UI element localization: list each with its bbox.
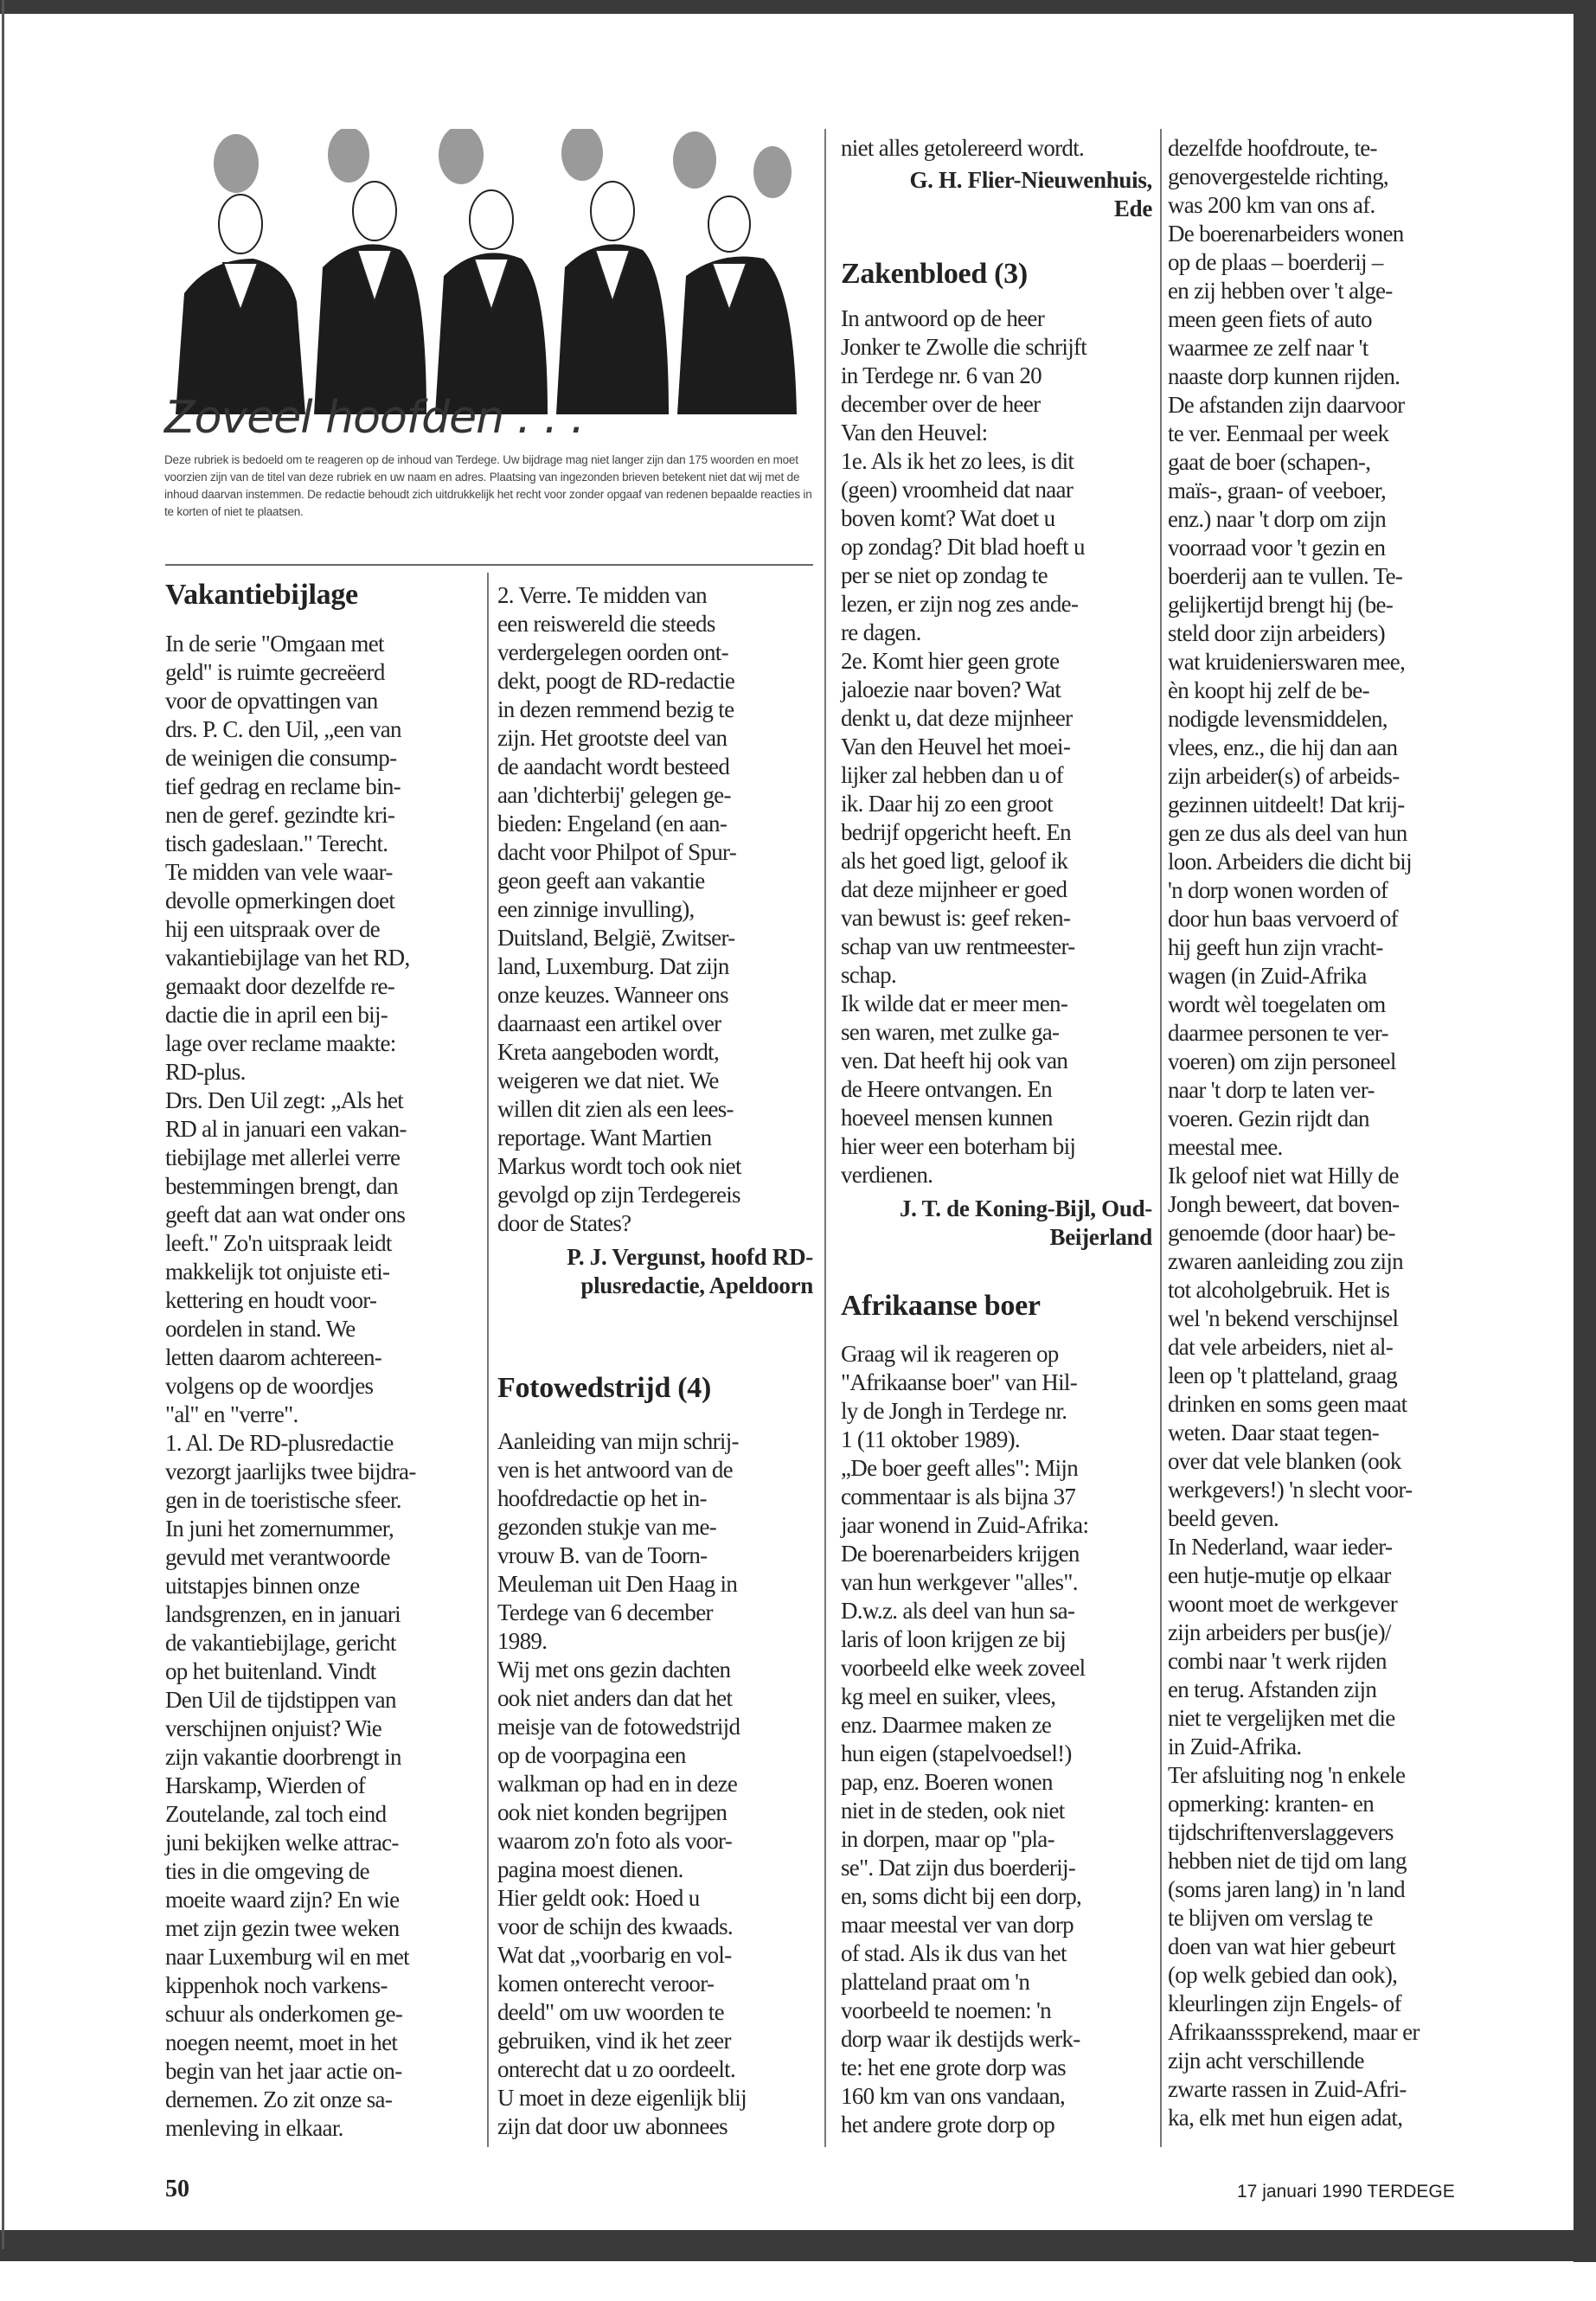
- text-line: wordt wèl toegelaten om: [1168, 991, 1386, 1017]
- text-line: gen in de toeristische sfeer.: [165, 1487, 401, 1513]
- text-line: Jongh beweert, dat boven-: [1168, 1191, 1400, 1217]
- signature-line: P. J. Vergunst, hoofd RD-: [567, 1244, 813, 1270]
- text-line: maïs-, graan- of veeboer,: [1168, 478, 1387, 503]
- text-line: makkelijk tot onjuiste eti-: [165, 1259, 390, 1285]
- text-line: genoemde (door haar) be-: [1168, 1220, 1395, 1246]
- text-line: (op welk gebied dan ook),: [1168, 1962, 1398, 1988]
- text-line: zwarte rassen in Zuid-Afri-: [1168, 2076, 1407, 2102]
- text-line: landsgrenzen, en in januari: [165, 1601, 401, 1627]
- text-line: het andere grote dorp op: [841, 2112, 1055, 2138]
- text-line: Jonker te Zwolle die schrijft: [841, 334, 1087, 360]
- text-line: zijn vakantie doorbrengt in: [165, 1744, 401, 1770]
- text-line: Wat dat „voorbarig en vol-: [497, 1942, 732, 1968]
- text-line: Meuleman uit Den Haag in: [497, 1571, 738, 1597]
- text-line: Afrikaansssprekend, maar er: [1168, 2019, 1420, 2045]
- text-line: bestemmingen brengt, dan: [165, 1173, 398, 1199]
- text-line: geon geeft aan vakantie: [497, 868, 705, 894]
- text-line: land, Luxemburg. Dat zijn: [497, 953, 729, 979]
- text-line: en terug. Afstanden zijn: [1168, 1676, 1377, 1702]
- text-line: "Afrikaanse boer" van Hil-: [841, 1369, 1077, 1395]
- article-heading: [497, 1371, 817, 1406]
- scan-border-right: [1574, 0, 1596, 2262]
- text-line: hoeveel mensen kunnen: [841, 1105, 1053, 1131]
- article-body: [497, 581, 817, 1238]
- text-line: schap van uw rentmeester-: [841, 933, 1075, 959]
- text-line: in dorpen, maar op "pla-: [841, 1826, 1054, 1852]
- text-line: zijn arbeiders per bus(je)/: [1168, 1619, 1391, 1645]
- text-line: Ter afsluiting nog 'n enkele: [1168, 1762, 1406, 1788]
- text-line: verdergelegen oorden ont-: [497, 639, 728, 665]
- heading-text: Vakantiebijlage: [165, 579, 358, 611]
- text-line: beeld geven.: [1168, 1505, 1279, 1531]
- text-line: De boerenarbeiders wonen: [1168, 221, 1404, 247]
- issue-footer: 17 januari 1990 TERDEGE: [1237, 2182, 1455, 2202]
- text-line: èn koopt hij zelf de be-: [1168, 677, 1369, 703]
- text-line: Drs. Den Uil zegt: „Als het: [165, 1087, 404, 1113]
- text-line: in Terdege nr. 6 van 20: [841, 362, 1042, 388]
- text-line: Den Uil de tijdstippen van: [165, 1687, 396, 1713]
- article-body: [841, 134, 1161, 163]
- article-signature: [493, 1243, 813, 1300]
- text-line: wagen (in Zuid-Afrika: [1168, 963, 1367, 989]
- text-line: een hutje-mutje op elkaar: [1168, 1562, 1391, 1588]
- text-line: letten daarom achtereen-: [165, 1344, 382, 1370]
- text-line: voor de opvattingen van: [165, 688, 378, 714]
- text-line: gezinnen uitdeelt! Dat krij-: [1168, 792, 1405, 817]
- page-number: 50: [165, 2176, 189, 2202]
- text-line: naar 't dorp te laten ver-: [1168, 1077, 1375, 1103]
- text-line: 1e. Als ik het zo lees, is dit: [841, 448, 1074, 474]
- text-line: 1. Al. De RD-plusredactie: [165, 1430, 394, 1456]
- text-line: van bewust is: geef reken-: [841, 905, 1071, 931]
- text-line: over dat vele blanken (ook: [1168, 1448, 1401, 1474]
- text-line: op de voorpagina een: [497, 1742, 686, 1768]
- heading-text: Fotowedstrijd (4): [497, 1372, 712, 1404]
- text-line: ook niet anders dan dat het: [497, 1685, 733, 1711]
- text-line: lijker zal hebben dan u of: [841, 762, 1063, 788]
- text-line: commentaar is als bijna 37: [841, 1484, 1076, 1509]
- text-line: met zijn gezin twee weken: [165, 1915, 400, 1941]
- text-line: RD-plus.: [165, 1059, 246, 1085]
- text-line: U moet in deze eigenlijk blij: [497, 2085, 747, 2111]
- text-line: gezonden stukje van me-: [497, 1514, 717, 1540]
- text-line: gen ze dus als deel van hun: [1168, 820, 1407, 846]
- crowd-of-heads-illustration: [176, 129, 798, 414]
- article-body: [165, 630, 485, 2143]
- text-line: Van den Heuvel het moei-: [841, 734, 1071, 760]
- text-line: voorbeeld elke week zoveel: [841, 1655, 1086, 1681]
- text-line: in dezen remmend bezig te: [497, 696, 734, 722]
- text-line: onze keuzes. Wanneer ons: [497, 982, 728, 1008]
- text-line: pagina moest dienen.: [497, 1856, 683, 1882]
- text-line: 1989.: [497, 1628, 548, 1654]
- text-line: lage over reclame maakte:: [165, 1030, 396, 1056]
- section-intro: Deze rubriek is bedoeld om te reageren op de inhoud van Terdege. Uw bijdrage mag niet langer zijn dan 175 woorden en moet voorzien zijn van de titel van deze rubriek en uw naam en adres. Plaatsing van ingezonden brieven betekent niet dat wij met de inhoud daarvan instemmen. De redactie behoudt zich uitdrukkelijk het recht voor zonder opgaaf van redenen bepaalde reacties in te korten of niet te plaatsen.: [164, 453, 812, 518]
- text-line: niet in de steden, ook niet: [841, 1798, 1065, 1823]
- text-line: De afstanden zijn daarvoor: [1168, 392, 1405, 418]
- text-line: Te midden van vele waar-: [165, 859, 393, 885]
- text-line: hun eigen (stapelvoedsel!): [841, 1740, 1072, 1766]
- text-line: devolle opmerkingen doet: [165, 888, 395, 913]
- text-line: nodigde levensmiddelen,: [1168, 706, 1388, 732]
- text-line: december over de heer: [841, 391, 1041, 417]
- article-signature: [832, 1195, 1152, 1252]
- text-line: walkman op had en in deze: [497, 1771, 738, 1797]
- text-line: oordelen in stand. We: [165, 1316, 356, 1342]
- text-line: wat kruidenierswaren mee,: [1168, 649, 1406, 675]
- text-line: RD al in januari een vakan-: [165, 1116, 407, 1142]
- text-line: verschijnen onjuist? Wie: [165, 1715, 382, 1741]
- text-line: werkgevers!) 'n slecht voor-: [1168, 1477, 1413, 1503]
- text-line: laris of loon krijgen ze bij: [841, 1626, 1067, 1652]
- text-line: willen dit zien als een lees-: [497, 1096, 734, 1122]
- text-line: door de States?: [497, 1210, 631, 1236]
- text-line: meestal mee.: [1168, 1134, 1283, 1160]
- article-heading: [841, 257, 1161, 292]
- text-line: Hier geldt ook: Hoed u: [497, 1885, 700, 1911]
- text-line: (geen) vroomheid dat naar: [841, 477, 1074, 503]
- text-line: bedrijf opgericht heeft. En: [841, 819, 1071, 845]
- text-line: leen op 't platteland, graag: [1168, 1362, 1397, 1388]
- text-line: kg meel en suiker, vlees,: [841, 1683, 1056, 1709]
- text-line: hij geeft hun zijn vracht-: [1168, 934, 1383, 960]
- text-line: als het goed ligt, geloof ik: [841, 848, 1068, 874]
- text-line: "al" en "verre".: [165, 1401, 298, 1427]
- text-line: 2. Verre. Te midden van: [497, 582, 707, 608]
- text-line: combi naar 't werk rijden: [1168, 1648, 1387, 1674]
- text-line: reportage. Want Martien: [497, 1125, 712, 1150]
- text-line: tot alcoholgebruik. Het is: [1168, 1277, 1390, 1303]
- text-line: D.w.z. als deel van hun sa-: [841, 1598, 1075, 1624]
- text-line: nen de geref. gezindte kri-: [165, 802, 395, 828]
- text-line: dernemen. Zo zit onze sa-: [165, 2086, 393, 2112]
- text-line: lezen, er zijn nog zes ande-: [841, 591, 1079, 617]
- article-heading: [841, 1289, 1161, 1324]
- text-line: 1 (11 oktober 1989).: [841, 1426, 1020, 1452]
- text-line: bieden: Engeland (en aan-: [497, 811, 727, 836]
- text-line: te blijven om verslag te: [1168, 1905, 1373, 1931]
- text-line: zijn acht verschillende: [1168, 2048, 1364, 2073]
- text-line: doen van wat hier gebeurt: [1168, 1933, 1395, 1959]
- text-line: tijdschriftenverslaggevers: [1168, 1819, 1394, 1845]
- text-line: Ik geloof niet wat Hilly de: [1168, 1163, 1399, 1189]
- text-line: In de serie "Omgaan met: [165, 631, 384, 657]
- text-line: en, soms dicht bij een dorp,: [841, 1883, 1082, 1909]
- article-heading: [165, 578, 485, 612]
- text-line: 2e. Komt hier geen grote: [841, 648, 1060, 674]
- text-line: kippenhok noch varkens-: [165, 1972, 388, 1998]
- article-body: [841, 304, 1161, 1189]
- signature-line: Beijerland: [1049, 1224, 1152, 1250]
- text-line: zijn arbeider(s) of arbeids-: [1168, 763, 1400, 789]
- scan-border-top: [0, 0, 1596, 14]
- text-line: naaste dorp kunnen rijden.: [1168, 363, 1401, 389]
- text-line: ka, elk met hun eigen adat,: [1168, 2105, 1403, 2131]
- text-line: hij een uitspraak over de: [165, 916, 380, 942]
- text-line: ly de Jongh in Terdege nr.: [841, 1398, 1067, 1424]
- text-line: van hun werkgever "alles".: [841, 1569, 1078, 1595]
- text-line: tief gedrag en reclame bin-: [165, 773, 401, 799]
- text-line: weigeren we dat niet. We: [497, 1067, 719, 1093]
- text-line: schap.: [841, 962, 897, 988]
- text-line: juni bekijken welke attrac-: [165, 1830, 399, 1856]
- text-line: drs. P. C. den Uil, „een van: [165, 716, 401, 742]
- text-line: per se niet op zondag te: [841, 562, 1048, 588]
- text-line: komen onterecht veroor-: [497, 1971, 715, 1997]
- text-line: te ver. Eenmaal per week: [1168, 420, 1389, 446]
- text-line: waarmee ze zelf naar 't: [1168, 335, 1368, 361]
- text-line: voeren. Gezin rijdt dan: [1168, 1106, 1369, 1131]
- text-line: kettering en houdt voor-: [165, 1287, 377, 1313]
- text-line: ik. Daar hij zo een groot: [841, 791, 1053, 817]
- text-line: dezelfde hoofdroute, te-: [1168, 135, 1377, 161]
- text-line: niet te vergelijken met die: [1168, 1705, 1395, 1731]
- text-line: jaloezie naar boven? Wat: [841, 676, 1061, 702]
- divider: [165, 564, 813, 566]
- text-line: tisch gadeslaan." Terecht.: [165, 830, 388, 856]
- text-line: een reiswereld die steeds: [497, 611, 715, 637]
- text-line: voor de schijn des kwaads.: [497, 1913, 733, 1939]
- text-line: niet alles getolereerd wordt.: [841, 135, 1085, 161]
- text-line: enz.) naar 't dorp om zijn: [1168, 506, 1387, 532]
- text-line: vrouw B. van de Toorn-: [497, 1542, 708, 1568]
- article-body: [841, 1340, 1161, 2139]
- text-line: woont moet de werkgever: [1168, 1591, 1398, 1617]
- column-divider: [487, 573, 489, 2147]
- signature-line: J. T. de Koning-Bijl, Oud-: [899, 1195, 1152, 1221]
- text-line: volgens op de woordjes: [165, 1373, 374, 1399]
- text-line: hoofdredactie op het in-: [497, 1485, 707, 1511]
- text-line: deeld" om uw woorden te: [497, 1999, 724, 2025]
- text-line: moeite waard zijn? En wie: [165, 1887, 400, 1913]
- text-line: ties in die omgeving de: [165, 1858, 369, 1884]
- text-line: geeft dat aan wat onder ons: [165, 1202, 406, 1227]
- text-line: sen waren, met zulke ga-: [841, 1019, 1060, 1045]
- text-line: re dagen.: [841, 619, 921, 645]
- text-line: daarnaast een artikel over: [497, 1010, 721, 1036]
- text-line: naar Luxemburg wil en met: [165, 1944, 409, 1970]
- text-line: Duitsland, België, Zwitser-: [497, 925, 735, 951]
- text-line: boven komt? Wat doet u: [841, 505, 1055, 531]
- text-line: loon. Arbeiders die dicht bij: [1168, 849, 1412, 875]
- text-line: In Nederland, waar ieder-: [1168, 1534, 1393, 1560]
- text-line: noegen neemt, moet in het: [165, 2029, 398, 2055]
- section-title: Zoveel hoofden . . .: [164, 392, 585, 444]
- text-line: zijn dat door uw abonnees: [497, 2113, 727, 2139]
- text-line: maar meestal ver van dorp: [841, 1912, 1074, 1938]
- text-line: ook niet konden begrijpen: [497, 1799, 727, 1825]
- text-line: zijn. Het grootste deel van: [497, 725, 727, 751]
- text-line: door hun baas vervoerd of: [1168, 906, 1398, 932]
- text-line: op zondag? Dit blad hoeft u: [841, 534, 1085, 560]
- text-line: voorraad voor 't gezin en: [1168, 535, 1386, 561]
- text-line: gevolgd op zijn Terdegereis: [497, 1182, 740, 1208]
- text-line: dacht voor Philpot of Spur-: [497, 839, 737, 865]
- text-line: (soms jaren lang) in 'n land: [1168, 1876, 1405, 1902]
- heading-text: Afrikaanse boer: [841, 1290, 1041, 1322]
- text-line: denkt u, dat deze mijnheer: [841, 705, 1073, 731]
- scan-border-bottom: [0, 2230, 1596, 2261]
- text-line: geld" is ruimte gecreëerd: [165, 659, 385, 685]
- text-line: op het buitenland. Vindt: [165, 1658, 376, 1684]
- text-line: daarmee personen te ver-: [1168, 1020, 1388, 1046]
- text-line: gevuld met verantwoorde: [165, 1544, 390, 1570]
- text-line: leeft." Zo'n uitspraak leidt: [165, 1230, 392, 1256]
- text-line: vakantiebijlage van het RD,: [165, 945, 410, 971]
- text-line: dorp waar ik destijds werk-: [841, 2026, 1080, 2052]
- text-line: Markus wordt toch ook niet: [497, 1153, 741, 1179]
- text-line: hebben niet de tijd om lang: [1168, 1848, 1407, 1874]
- text-line: voorbeeld te noemen: 'n: [841, 1997, 1051, 2023]
- text-line: onterecht dat u zo oordeelt.: [497, 2056, 736, 2082]
- text-line: begin van het jaar actie on-: [165, 2058, 402, 2084]
- text-line: boerderij aan te vullen. Te-: [1168, 563, 1403, 589]
- text-line: jaar wonend in Zuid-Afrika:: [841, 1512, 1089, 1538]
- column-divider: [824, 129, 826, 2147]
- text-line: drinken en soms geen maat: [1168, 1391, 1407, 1417]
- text-line: de Heere ontvangen. En: [841, 1076, 1052, 1102]
- text-line: menleving in elkaar.: [165, 2115, 343, 2141]
- signature-line: plusredactie, Apeldoorn: [580, 1272, 813, 1298]
- text-line: was 200 km van ons af.: [1168, 192, 1375, 218]
- text-line: een zinnige invulling),: [497, 896, 695, 922]
- text-line: meisje van de fotowedstrijd: [497, 1714, 740, 1740]
- text-line: 160 km van ons vandaan,: [841, 2083, 1066, 2109]
- text-line: Zoutelande, zal toch eind: [165, 1801, 387, 1827]
- text-line: in Zuid-Afrika.: [1168, 1734, 1302, 1759]
- article-signature: [832, 166, 1152, 223]
- text-line: vlees, enz., die hij dan aan: [1168, 734, 1398, 760]
- text-line: meen geen fiets of auto: [1168, 306, 1372, 332]
- text-line: Kreta aangeboden wordt,: [497, 1039, 720, 1065]
- text-line: waarom zo'n foto als voor-: [497, 1828, 733, 1854]
- signature-line: Ede: [1113, 195, 1152, 221]
- text-line: wel 'n bekend verschijnsel: [1168, 1305, 1399, 1331]
- text-line: gelijkertijd brengt hij (be-: [1168, 592, 1394, 618]
- text-line: dat vele arbeiders, niet al-: [1168, 1334, 1394, 1360]
- text-line: In antwoord op de heer: [841, 305, 1045, 331]
- text-line: gemaakt door dezelfde re-: [165, 973, 395, 999]
- text-line: gebruiken, vind ik het zeer: [497, 2028, 731, 2054]
- text-line: ven is het antwoord van de: [497, 1457, 733, 1483]
- text-line: verdienen.: [841, 1162, 933, 1188]
- text-line: opmerking: kranten- en: [1168, 1791, 1375, 1817]
- text-line: gaat de boer (schapen-,: [1168, 449, 1371, 475]
- article-body: [497, 1427, 817, 2141]
- text-line: Graag wil ik reageren op: [841, 1341, 1059, 1367]
- text-line: „De boer geeft alles": Mijn: [841, 1455, 1079, 1481]
- text-line: dactie die in april een bij-: [165, 1002, 388, 1028]
- text-line: op de plaas – boerderij –: [1168, 249, 1383, 275]
- text-line: genovergestelde richting,: [1168, 163, 1388, 189]
- text-line: Harskamp, Wierden of: [165, 1772, 366, 1798]
- text-line: Van den Heuvel:: [841, 420, 988, 445]
- text-line: Wij met ons gezin dachten: [497, 1657, 731, 1682]
- article-body: [1168, 134, 1488, 2132]
- text-line: ven. Dat heeft hij ook van: [841, 1048, 1068, 1074]
- text-line: de aandacht wordt besteed: [497, 753, 730, 779]
- text-line: 'n dorp wonen worden of: [1168, 877, 1388, 903]
- text-line: de weinigen die consump-: [165, 745, 397, 771]
- text-line: Ik wilde dat er meer men-: [841, 990, 1068, 1016]
- signature-line: G. H. Flier-Nieuwenhuis,: [909, 167, 1152, 193]
- text-line: aan 'dichterbij' gelegen ge-: [497, 782, 731, 808]
- text-line: enz. Daarmee maken ze: [841, 1712, 1052, 1738]
- text-line: te: het ene grote dorp was: [841, 2054, 1066, 2080]
- text-line: dekt, poogt de RD-redactie: [497, 668, 735, 694]
- scan-border-left: [2, 0, 4, 2249]
- text-line: uitstapjes binnen onze: [165, 1573, 360, 1599]
- text-line: Aanleiding van mijn schrij-: [497, 1428, 739, 1454]
- text-line: steld door zijn arbeiders): [1168, 620, 1385, 646]
- text-line: se". Dat zijn dus boerderij-: [841, 1855, 1076, 1881]
- text-line: kleurlingen zijn Engels- of: [1168, 1990, 1401, 2016]
- text-line: platteland praat om 'n: [841, 1969, 1030, 1995]
- text-line: schuur als onderkomen ge-: [165, 2001, 403, 2027]
- text-line: Terdege van 6 december: [497, 1599, 713, 1625]
- text-line: tiebijlage met allerlei verre: [165, 1144, 401, 1170]
- text-line: hier weer een boterham bij: [841, 1133, 1076, 1159]
- text-line: en zij hebben over 't alge-: [1168, 278, 1393, 304]
- text-line: de vakantiebijlage, gericht: [165, 1630, 396, 1656]
- text-line: dat deze mijnheer er goed: [841, 876, 1067, 902]
- text-line: In juni het zomernummer,: [165, 1516, 394, 1541]
- text-line: weten. Daar staat tegen-: [1168, 1420, 1380, 1445]
- text-line: vezorgt jaarlijks twee bijdra-: [165, 1458, 416, 1484]
- text-line: of stad. Als ik dus van het: [841, 1940, 1067, 1966]
- text-line: pap, enz. Boeren wonen: [841, 1769, 1053, 1795]
- text-line: voeren) om zijn personeel: [1168, 1048, 1396, 1074]
- heading-text: Zakenbloed (3): [841, 258, 1028, 290]
- text-line: De boerenarbeiders krijgen: [841, 1541, 1080, 1567]
- text-line: zwaren aanleiding zou zijn: [1168, 1248, 1403, 1274]
